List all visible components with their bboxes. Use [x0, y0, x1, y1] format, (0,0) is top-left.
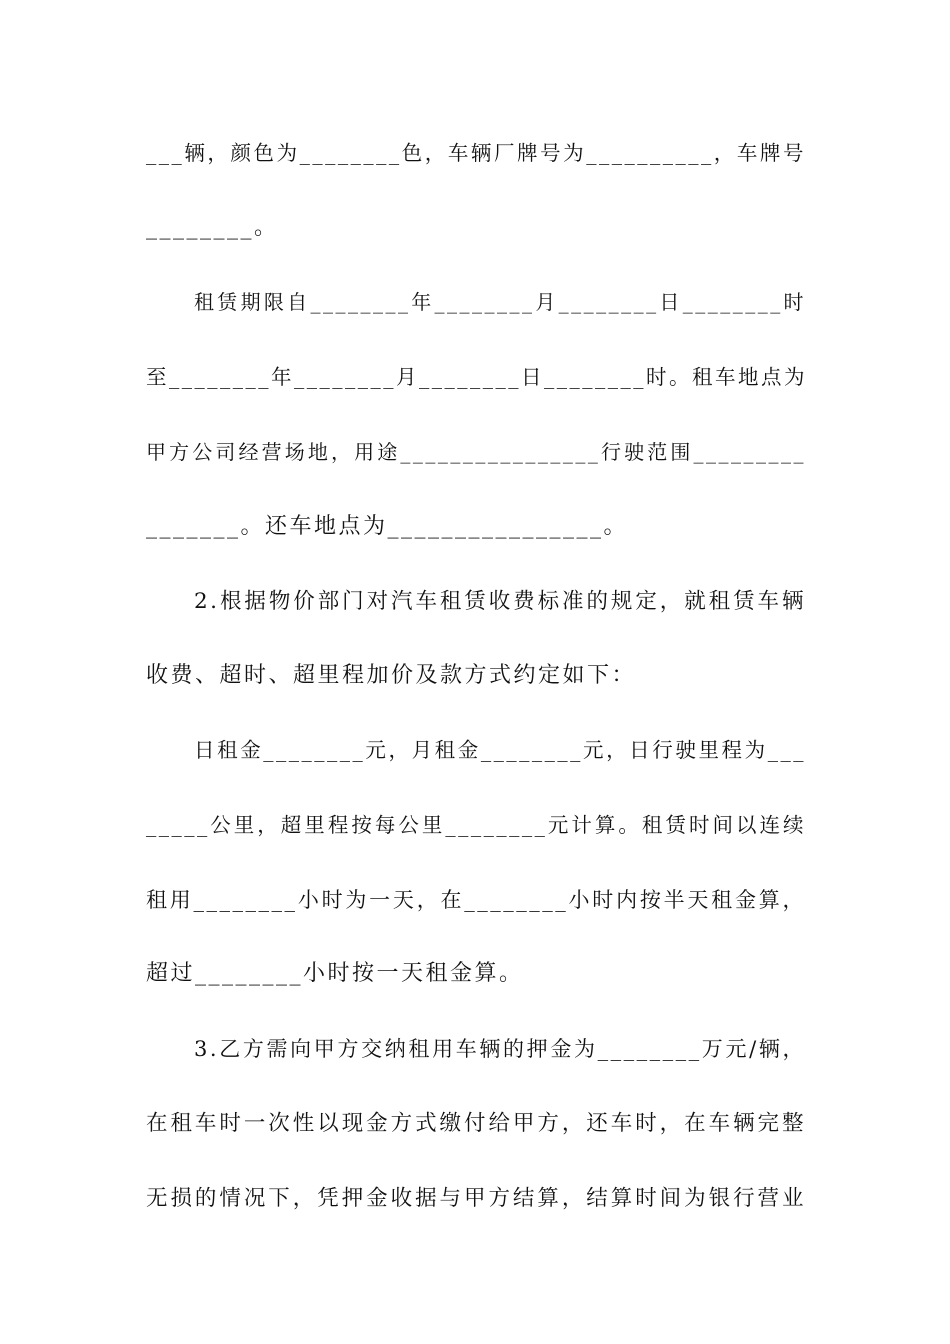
text-line-9: 日租金________元，月租金________元，日行驶里程为___ [194, 738, 806, 762]
text-line-14: 在租车时一次性以现金方式缴付给甲方，还车时，在车辆完整 [146, 1111, 806, 1136]
text-line-10: _____公里，超里程按每公里________元计算。租赁时间以连续 [146, 813, 806, 837]
text-line-2: ________。 [146, 215, 279, 240]
text-line-7: 2.根据物价部门对汽车租赁收费标准的规定，就租赁车辆 [194, 589, 806, 614]
text-line-13: 3.乙方需向甲方交纳租用车辆的押金为________万元/辆， [194, 1037, 806, 1061]
text-line-12: 超过________小时按一天租金算。 [146, 961, 524, 986]
text-line-3: 租赁期限自________年________月________日________时 [194, 290, 806, 314]
text-line-15: 无损的情况下，凭押金收据与甲方结算，结算时间为银行营业 [146, 1186, 806, 1211]
text-line-5: 甲方公司经营场地，用途________________行驶范围_________ [146, 440, 806, 464]
text-line-8: 收费、超时、超里程加价及款方式约定如下： [146, 663, 637, 688]
text-line-6: _______。还车地点为________________。 [146, 514, 629, 539]
text-line-1: ___辆，颜色为________色，车辆厂牌号为__________，车牌号 [146, 141, 806, 165]
text-line-11: 租用________小时为一天，在________小时内按半天租金算， [146, 888, 806, 912]
text-line-4: 至________年________月________日________时。租车地点为 [146, 365, 807, 389]
